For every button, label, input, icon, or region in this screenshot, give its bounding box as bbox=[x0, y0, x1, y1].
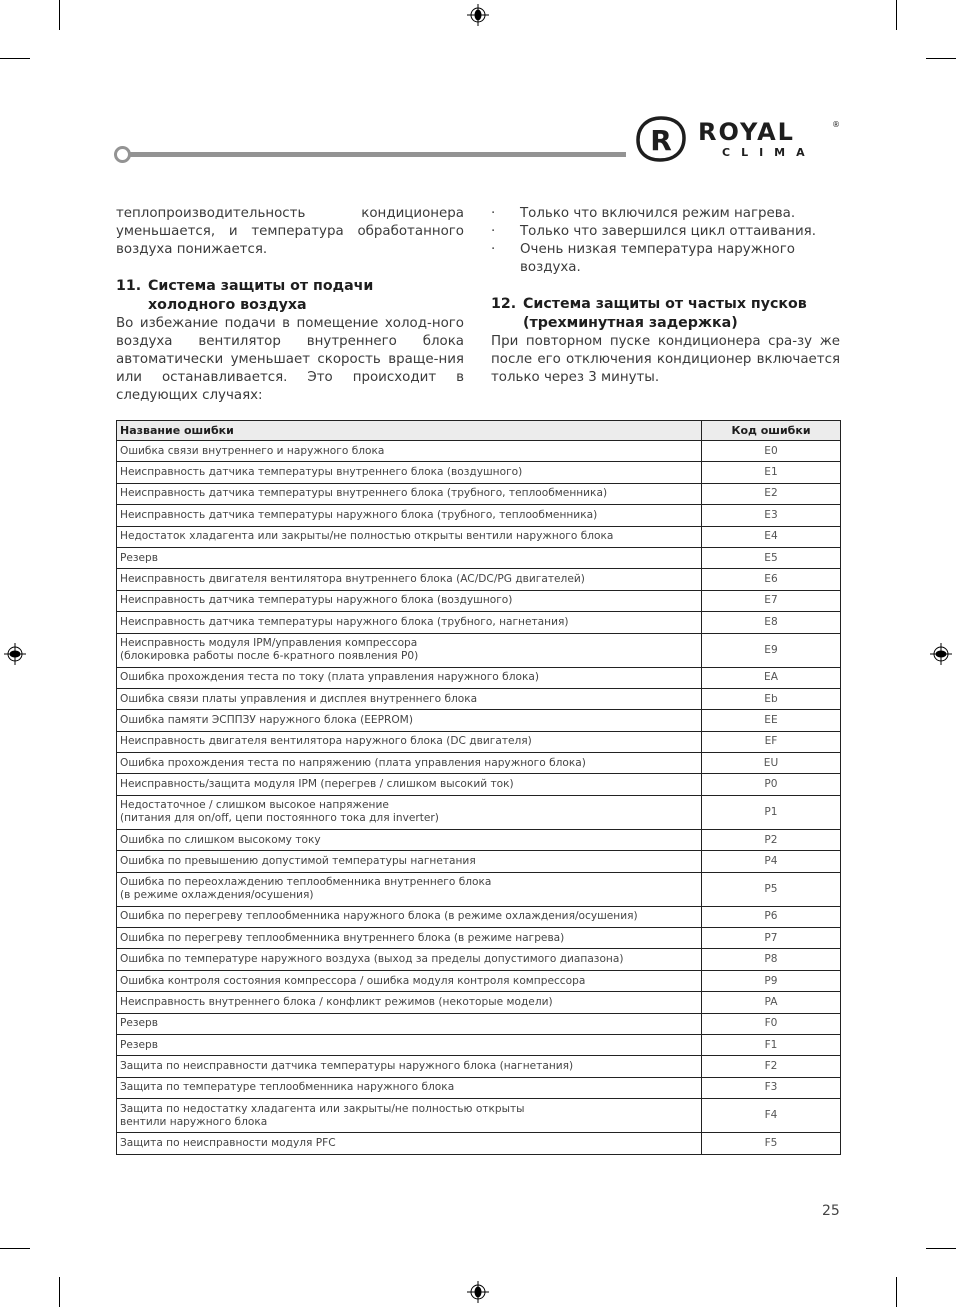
table-row bbox=[117, 710, 841, 731]
page-number: 25 bbox=[822, 1203, 840, 1219]
table-row bbox=[117, 970, 841, 991]
table-row bbox=[117, 483, 841, 504]
error-name-cell: Ошибка связи платы управления и дисплея внутреннего блока bbox=[117, 688, 702, 709]
error-code-cell: EA bbox=[702, 667, 841, 688]
error-name-cell: Неисправность датчика температуры наружного блока (трубного, нагнетания) bbox=[117, 612, 702, 633]
error-code-cell: EE bbox=[702, 710, 841, 731]
error-code-cell: F4 bbox=[702, 1099, 841, 1133]
section-11-heading bbox=[116, 277, 464, 315]
error-code-cell: E1 bbox=[702, 462, 841, 483]
table-row bbox=[117, 753, 841, 774]
error-name-cell: Ошибка по слишком высокому току bbox=[117, 829, 702, 850]
error-code-cell: P1 bbox=[702, 795, 841, 829]
table-row bbox=[117, 1013, 841, 1034]
error-code-cell: F5 bbox=[702, 1133, 841, 1154]
error-name-cell: Защита по неисправности датчика температуры наружного блока (нагнетания) bbox=[117, 1056, 702, 1077]
registration-mark-right-icon bbox=[929, 642, 953, 666]
error-code-cell: P0 bbox=[702, 774, 841, 795]
intro-paragraph: теплопроизводительность кондиционера уменьшается, и температура обработанного воздуха понижается. bbox=[116, 206, 464, 257]
table-row bbox=[117, 526, 841, 547]
error-name-cell: Ошибка прохождения теста по напряжению (плата управления наружного блока) bbox=[117, 753, 702, 774]
table-row bbox=[117, 1056, 841, 1077]
table-row bbox=[117, 731, 841, 752]
error-code-table bbox=[116, 420, 841, 1155]
error-code-cell: P8 bbox=[702, 949, 841, 970]
crop-mark-top-left-h bbox=[0, 58, 30, 59]
error-name-cell: Неисправность/защита модуля IPM (перегрев / слишком высокий ток) bbox=[117, 774, 702, 795]
error-code-cell: P9 bbox=[702, 970, 841, 991]
table-row bbox=[117, 906, 841, 927]
error-code-cell: F2 bbox=[702, 1056, 841, 1077]
svg-text:R: R bbox=[650, 124, 672, 157]
error-code-cell: E6 bbox=[702, 569, 841, 590]
error-code-cell: P5 bbox=[702, 872, 841, 906]
table-row bbox=[117, 688, 841, 709]
list-item: · Только что завершился цикл оттаивания. bbox=[491, 224, 816, 239]
error-name-cell: Недостаточное / слишком высокое напряжение (питания для on/off, цепи постоянного тока для inverter) bbox=[117, 795, 702, 829]
table-row bbox=[117, 1034, 841, 1055]
error-code-cell: EU bbox=[702, 753, 841, 774]
error-code-cell: EF bbox=[702, 731, 841, 752]
error-code-cell: P7 bbox=[702, 928, 841, 949]
error-name-cell: Неисправность внутреннего блока / конфликт режимов (некоторые модели) bbox=[117, 992, 702, 1013]
registration-mark-top-icon bbox=[466, 3, 490, 27]
brand-name: ROYAL bbox=[698, 118, 795, 146]
crop-mark-top-left-v bbox=[59, 0, 60, 30]
error-code-cell: PA bbox=[702, 992, 841, 1013]
crop-mark-top-right-v bbox=[896, 0, 897, 30]
error-name-cell: Ошибка по переохлаждению теплообменника внутреннего блока (в режиме охлаждения/осушения) bbox=[117, 872, 702, 906]
error-name-cell: Неисправность датчика температуры наружного блока (воздушного) bbox=[117, 590, 702, 611]
table-row bbox=[117, 928, 841, 949]
list-item: · Очень низкая температура наружного воздуха. bbox=[491, 242, 795, 275]
error-name-cell: Ошибка связи внутреннего и наружного блока bbox=[117, 441, 702, 462]
section-title-line: Система защиты от подачи bbox=[148, 278, 374, 294]
error-code-cell: E7 bbox=[702, 590, 841, 611]
table-row bbox=[117, 667, 841, 688]
error-name-cell: Неисправность двигателя вентилятора наружного блока (DC двигателя) bbox=[117, 731, 702, 752]
section-number: 12. bbox=[491, 296, 517, 312]
section-title-line: холодного воздуха bbox=[148, 297, 307, 313]
error-name-cell: Ошибка по перегреву теплообменника внутреннего блока (в режиме нагрева) bbox=[117, 928, 702, 949]
crop-mark-top-right-h bbox=[926, 58, 956, 59]
error-name-cell: Недостаток хладагента или закрыты/не полностью открыты вентили наружного блока bbox=[117, 526, 702, 547]
section-12-body: При повторном пуске кондиционера сра-зу же после его отключения кондиционер включается только через 3 минуты. bbox=[491, 334, 840, 385]
error-name-cell: Ошибка прохождения теста по току (плата управления наружного блока) bbox=[117, 667, 702, 688]
table-row bbox=[117, 795, 841, 829]
section-11-body: Во избежание подачи в помещение холод-ного воздуха вентилятор внутреннего блока автоматически уменьшает скорость враще-ния или останавливается. Это происходит в следующих случаях: bbox=[116, 316, 464, 403]
right-column bbox=[491, 205, 840, 387]
error-name-cell: Неисправность датчика температуры наружного блока (трубного, теплообменника) bbox=[117, 505, 702, 526]
registration-mark-bottom-icon bbox=[466, 1280, 490, 1304]
error-name-cell: Неисправность модуля IPM/управления компрессора (блокировка работы после 6-кратного появления P0) bbox=[117, 633, 702, 667]
crop-mark-bottom-left-v bbox=[59, 1277, 60, 1307]
error-code-cell: P4 bbox=[702, 851, 841, 872]
table-header-row bbox=[117, 421, 841, 441]
error-code-cell: E9 bbox=[702, 633, 841, 667]
table-row bbox=[117, 949, 841, 970]
error-code-cell: E4 bbox=[702, 526, 841, 547]
error-name-cell: Защита по недостатку хладагента или закрыты/не полностью открыты вентили наружного блока bbox=[117, 1099, 702, 1133]
error-name-cell: Ошибка по температуре наружного воздуха (выход за пределы допустимого диапазона) bbox=[117, 949, 702, 970]
crop-mark-bottom-right-h bbox=[926, 1248, 956, 1249]
error-code-cell: E8 bbox=[702, 612, 841, 633]
left-column bbox=[116, 205, 464, 405]
error-code-cell: E0 bbox=[702, 441, 841, 462]
table-row bbox=[117, 569, 841, 590]
error-name-cell: Ошибка памяти ЭСППЗУ наружного блока (EEPROM) bbox=[117, 710, 702, 731]
error-code-cell: F0 bbox=[702, 1013, 841, 1034]
bullet-list bbox=[491, 205, 840, 277]
error-code-cell: E5 bbox=[702, 547, 841, 568]
error-name-cell: Защита по неисправности модуля PFC bbox=[117, 1133, 702, 1154]
table-row bbox=[117, 1077, 841, 1098]
error-code-cell: E3 bbox=[702, 505, 841, 526]
table-body bbox=[117, 441, 841, 1155]
error-code-cell: E2 bbox=[702, 483, 841, 504]
error-name-cell: Резерв bbox=[117, 1034, 702, 1055]
brand-subname: CLIMA bbox=[722, 146, 816, 159]
section-title-line: Система защиты от частых пусков bbox=[523, 296, 807, 312]
error-code-cell: F1 bbox=[702, 1034, 841, 1055]
error-name-cell: Неисправность двигателя вентилятора внутреннего блока (AC/DC/PG двигателей) bbox=[117, 569, 702, 590]
error-name-cell: Резерв bbox=[117, 547, 702, 568]
crop-mark-bottom-left-h bbox=[0, 1248, 30, 1249]
error-code-cell: Eb bbox=[702, 688, 841, 709]
error-code-cell: P6 bbox=[702, 906, 841, 927]
table-row bbox=[117, 441, 841, 462]
error-name-cell: Резерв bbox=[117, 1013, 702, 1034]
error-name-cell: Ошибка по превышению допустимой температуры нагнетания bbox=[117, 851, 702, 872]
column-header-code: Код ошибки bbox=[702, 421, 841, 441]
table-row bbox=[117, 992, 841, 1013]
table-row bbox=[117, 505, 841, 526]
table-row bbox=[117, 590, 841, 611]
header-rule-dot bbox=[114, 146, 131, 163]
registered-mark: ® bbox=[832, 120, 840, 129]
table-row bbox=[117, 612, 841, 633]
error-name-cell: Ошибка контроля состояния компрессора / ошибка модуля контроля компрессора bbox=[117, 970, 702, 991]
section-title-line: (трехминутная задержка) bbox=[523, 315, 738, 331]
section-number: 11. bbox=[116, 278, 142, 294]
table-row bbox=[117, 1099, 841, 1133]
table-row bbox=[117, 851, 841, 872]
error-name-cell: Неисправность датчика температуры внутреннего блока (трубного, теплообменника) bbox=[117, 483, 702, 504]
brand-r-emblem-icon bbox=[636, 116, 686, 162]
brand-logo bbox=[636, 116, 846, 164]
error-code-cell: F3 bbox=[702, 1077, 841, 1098]
table-row bbox=[117, 633, 841, 667]
section-12-heading bbox=[491, 295, 840, 333]
error-name-cell: Неисправность датчика температуры внутреннего блока (воздушного) bbox=[117, 462, 702, 483]
list-item: · Только что включился режим нагрева. bbox=[491, 206, 796, 221]
table-row bbox=[117, 462, 841, 483]
table-row bbox=[117, 872, 841, 906]
error-name-cell: Ошибка по перегреву теплообменника наружного блока (в режиме охлаждения/осушения) bbox=[117, 906, 702, 927]
table-row bbox=[117, 829, 841, 850]
table-row bbox=[117, 1133, 841, 1154]
header-rule bbox=[121, 152, 626, 157]
error-name-cell: Защита по температуре теплообменника наружного блока bbox=[117, 1077, 702, 1098]
registration-mark-left-icon bbox=[3, 642, 27, 666]
column-header-name: Название ошибки bbox=[117, 421, 702, 441]
table-row bbox=[117, 547, 841, 568]
table-row bbox=[117, 774, 841, 795]
crop-mark-bottom-right-v bbox=[896, 1277, 897, 1307]
error-code-cell: P2 bbox=[702, 829, 841, 850]
